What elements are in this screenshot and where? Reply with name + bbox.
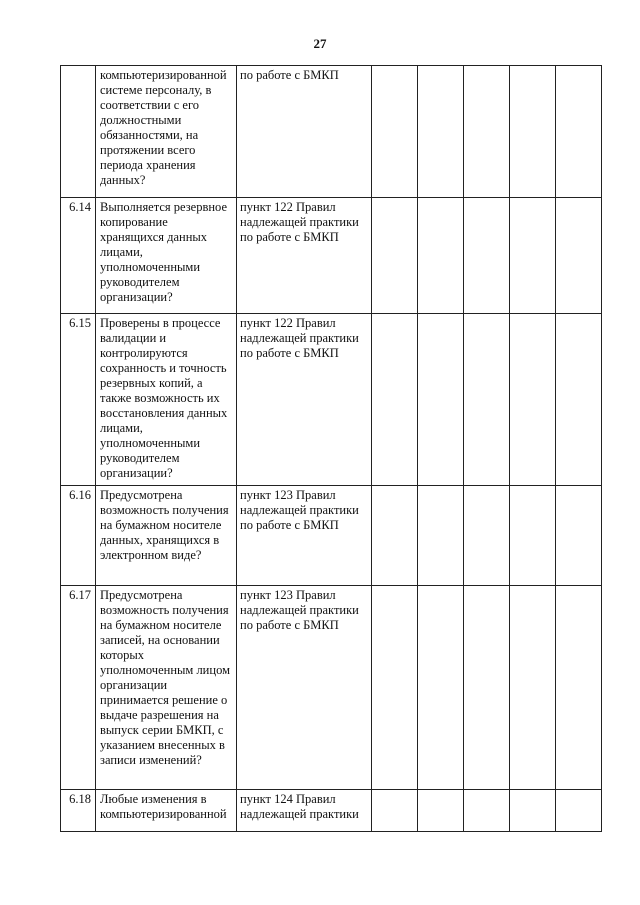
item-number: 6.18 [61, 790, 96, 832]
item-number: 6.14 [61, 198, 96, 314]
table-row [61, 790, 602, 832]
answer-cell [372, 314, 418, 486]
answer-cell [464, 314, 510, 486]
answer-cell [418, 586, 464, 790]
item-number [61, 66, 96, 198]
question-text: Выполняется резервное копирование хранящихся данных лицами, уполномоченными руководителем организации? [96, 198, 237, 314]
answer-cell [556, 198, 602, 314]
answer-cell [464, 198, 510, 314]
answer-cell [372, 586, 418, 790]
answer-cell [464, 586, 510, 790]
answer-cell [556, 486, 602, 586]
answer-cell [556, 314, 602, 486]
table-row [61, 486, 602, 586]
answer-cell [556, 586, 602, 790]
table-row [61, 314, 602, 486]
question-text: Проверены в процессе валидации и контролируются сохранность и точность резервных копий, а также возможность их восстановления данных лицами, уполномоченными руководителем организации? [96, 314, 237, 486]
answer-cell [510, 66, 556, 198]
answer-cell [372, 790, 418, 832]
answer-cell [372, 66, 418, 198]
answer-cell [556, 66, 602, 198]
answer-cell [510, 586, 556, 790]
legal-reference: по работе с БМКП [237, 66, 372, 198]
table-row [61, 586, 602, 790]
item-number: 6.17 [61, 586, 96, 790]
item-number: 6.16 [61, 486, 96, 586]
item-number: 6.15 [61, 314, 96, 486]
legal-reference: пункт 124 Правил надлежащей практики [237, 790, 372, 832]
answer-cell [510, 314, 556, 486]
table-row [61, 198, 602, 314]
answer-cell [418, 198, 464, 314]
answer-cell [372, 198, 418, 314]
checklist-table [60, 65, 602, 832]
answer-cell [510, 198, 556, 314]
answer-cell [510, 486, 556, 586]
answer-cell [418, 486, 464, 586]
question-text: Предусмотрена возможность получения на бумажном носителе записей, на основании которых уполномоченным лицом организации принимается решение о выдаче разрешения на выпуск серии БМКП, с указанием внесенных в записи изменений? [96, 586, 237, 790]
legal-reference: пункт 122 Правил надлежащей практики по работе с БМКП [237, 198, 372, 314]
question-text: компьютеризированной системе персоналу, в соответствии с его должностными обязанностями, на протяжении всего периода хранения данных? [96, 66, 237, 198]
answer-cell [464, 66, 510, 198]
page-number: 27 [313, 36, 327, 51]
answer-cell [464, 486, 510, 586]
answer-cell [464, 790, 510, 832]
legal-reference: пункт 123 Правил надлежащей практики по работе с БМКП [237, 486, 372, 586]
answer-cell [372, 486, 418, 586]
question-text: Предусмотрена возможность получения на бумажном носителе данных, хранящихся в электронном виде? [96, 486, 237, 586]
answer-cell [510, 790, 556, 832]
legal-reference: пункт 122 Правил надлежащей практики по работе с БМКП [237, 314, 372, 486]
answer-cell [418, 66, 464, 198]
legal-reference: пункт 123 Правил надлежащей практики по работе с БМКП [237, 586, 372, 790]
answer-cell [556, 790, 602, 832]
table-row [61, 66, 602, 198]
question-text: Любые изменения в компьютеризированной [96, 790, 237, 832]
answer-cell [418, 314, 464, 486]
answer-cell [418, 790, 464, 832]
